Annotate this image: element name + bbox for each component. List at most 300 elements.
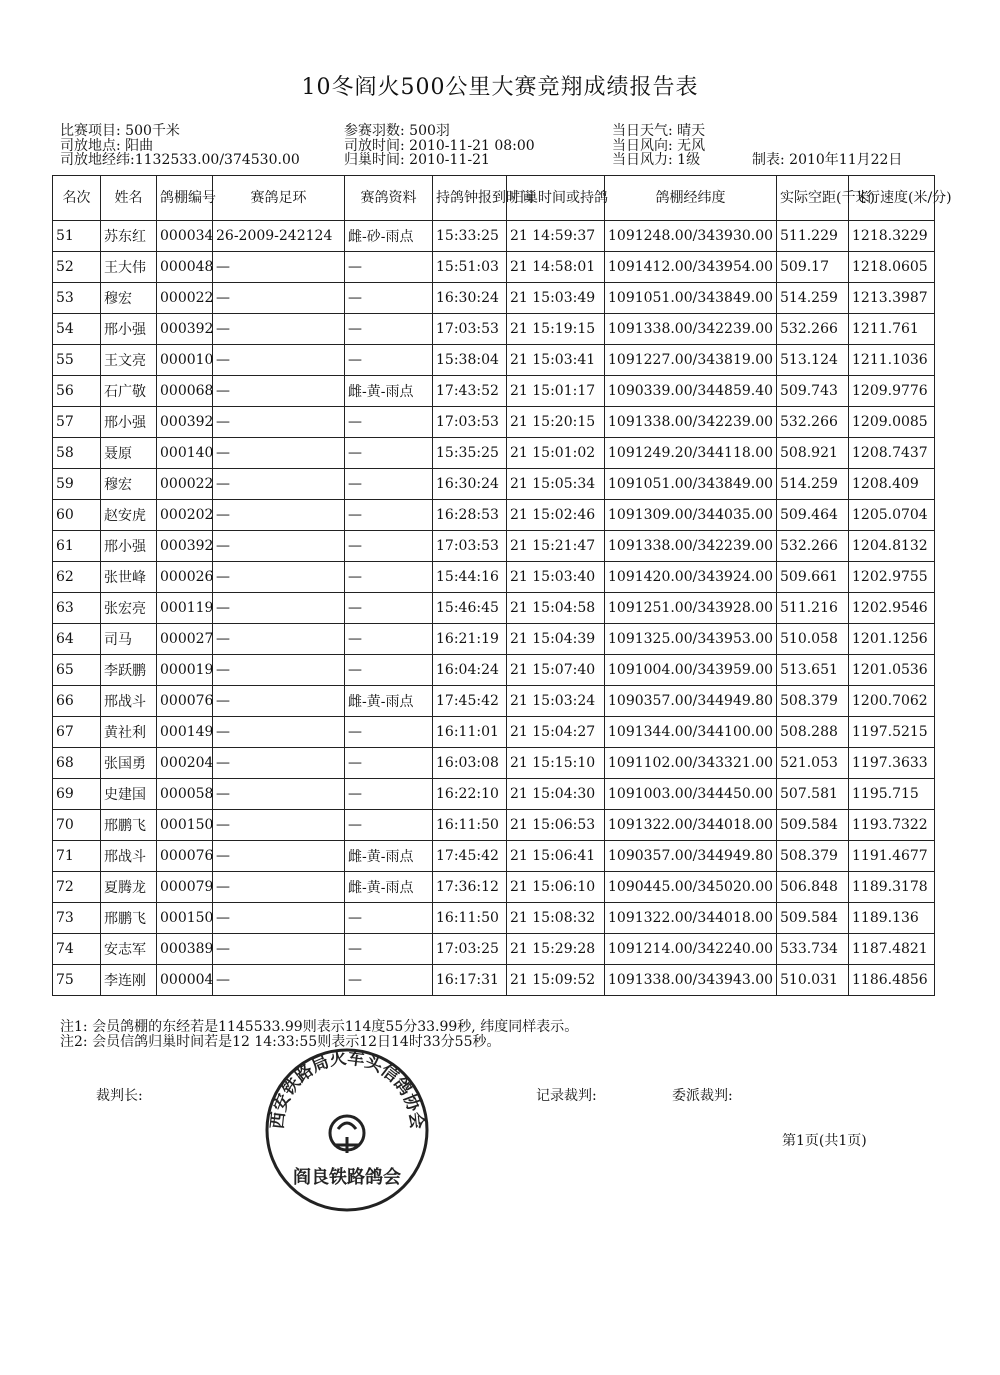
speed-cell: 1209.9776 <box>849 376 935 407</box>
speed-cell: 1197.3633 <box>849 748 935 779</box>
report-time-cell: 17:03:53 <box>433 407 507 438</box>
results-table <box>52 175 952 996</box>
speed-cell: 1204.8132 <box>849 531 935 562</box>
coords-cell: 1091344.00/344100.00 <box>605 717 777 748</box>
table-row <box>53 965 935 996</box>
speed-cell: 1202.9546 <box>849 593 935 624</box>
ring-cell: — <box>213 314 345 345</box>
report-time-cell: 16:21:19 <box>433 624 507 655</box>
distance-cell: 521.053 <box>777 748 849 779</box>
loft-cell: 000076 <box>157 841 213 872</box>
ring-cell: — <box>213 872 345 903</box>
speed-cell: 1189.3178 <box>849 872 935 903</box>
ring-cell: — <box>213 748 345 779</box>
name-cell: 王文亮 <box>101 345 157 376</box>
col-header-ring: 赛鸽足环 <box>213 176 345 221</box>
rank-cell: 74 <box>53 934 101 965</box>
table-row <box>53 221 935 252</box>
return-time-cell: 21 15:04:30 <box>507 779 605 810</box>
return-time-cell: 21 15:01:17 <box>507 376 605 407</box>
meta-birds-count: 参赛羽数: 500羽 <box>344 123 450 139</box>
name-cell: 邢鹏飞 <box>101 903 157 934</box>
table-row <box>53 686 935 717</box>
loft-cell: 000079 <box>157 872 213 903</box>
report-time-cell: 15:33:25 <box>433 221 507 252</box>
report-time-cell: 17:45:42 <box>433 686 507 717</box>
table-row <box>53 562 935 593</box>
speed-cell: 1218.3229 <box>849 221 935 252</box>
report-time-cell: 15:44:16 <box>433 562 507 593</box>
loft-cell: 000149 <box>157 717 213 748</box>
ring-cell: — <box>213 562 345 593</box>
page-number: 第1页(共1页) <box>782 1133 867 1149</box>
loft-cell: 000150 <box>157 810 213 841</box>
meta-weather: 当日天气: 晴天 <box>612 123 706 139</box>
name-cell: 史建国 <box>101 779 157 810</box>
report-title: 10冬阎火500公里大赛竞翔成绩报告表 <box>301 75 699 100</box>
table-row <box>53 872 935 903</box>
return-time-cell: 21 15:04:27 <box>507 717 605 748</box>
info-cell: — <box>345 593 433 624</box>
rank-cell: 62 <box>53 562 101 593</box>
name-cell: 石广敬 <box>101 376 157 407</box>
coords-cell: 1091249.20/344118.00 <box>605 438 777 469</box>
return-time-cell: 21 15:15:10 <box>507 748 605 779</box>
meta-release-time: 司放时间: 2010-11-21 08:00 <box>344 138 535 154</box>
coords-cell: 1091420.00/343924.00 <box>605 562 777 593</box>
report-time-cell: 16:11:50 <box>433 810 507 841</box>
name-cell: 穆宏 <box>101 283 157 314</box>
col-header-return: 归巢时间或持鸽 <box>507 176 605 221</box>
distance-cell: 510.031 <box>777 965 849 996</box>
rank-cell: 65 <box>53 655 101 686</box>
return-time-cell: 21 15:01:02 <box>507 438 605 469</box>
name-cell: 苏东红 <box>101 221 157 252</box>
rank-cell: 64 <box>53 624 101 655</box>
col-header-speed: 飞行速度(米/分) <box>849 176 935 221</box>
coords-cell: 1091412.00/343954.00 <box>605 252 777 283</box>
distance-cell: 509.743 <box>777 376 849 407</box>
ring-cell: — <box>213 717 345 748</box>
appointed-referee-label: 委派裁判: <box>672 1088 733 1104</box>
distance-cell: 506.848 <box>777 872 849 903</box>
ring-cell: — <box>213 841 345 872</box>
meta-release-coords: 司放地经纬:1132533.00/374530.00 <box>60 152 300 168</box>
distance-cell: 532.266 <box>777 314 849 345</box>
table-row <box>53 841 935 872</box>
return-time-cell: 21 15:06:10 <box>507 872 605 903</box>
return-time-cell: 21 15:29:28 <box>507 934 605 965</box>
return-time-cell: 21 15:06:53 <box>507 810 605 841</box>
table-header-row <box>53 176 935 221</box>
distance-cell: 514.259 <box>777 283 849 314</box>
return-time-cell: 21 15:08:32 <box>507 903 605 934</box>
rank-cell: 54 <box>53 314 101 345</box>
loft-cell: 000389 <box>157 934 213 965</box>
info-cell: — <box>345 810 433 841</box>
info-cell: — <box>345 717 433 748</box>
distance-cell: 508.288 <box>777 717 849 748</box>
info-cell: — <box>345 314 433 345</box>
ring-cell: — <box>213 252 345 283</box>
report-time-cell: 17:03:53 <box>433 314 507 345</box>
return-time-cell: 21 14:59:37 <box>507 221 605 252</box>
report-time-cell: 16:17:31 <box>433 965 507 996</box>
distance-cell: 511.229 <box>777 221 849 252</box>
table-row <box>53 655 935 686</box>
return-time-cell: 21 15:02:46 <box>507 500 605 531</box>
coords-cell: 1091322.00/344018.00 <box>605 903 777 934</box>
report-time-cell: 17:03:25 <box>433 934 507 965</box>
col-header-report: 持鸽钟报到时间 <box>433 176 507 221</box>
distance-cell: 509.17 <box>777 252 849 283</box>
col-header-distance: 实际空距(千米) <box>777 176 849 221</box>
distance-cell: 532.266 <box>777 407 849 438</box>
table-row <box>53 469 935 500</box>
distance-cell: 513.651 <box>777 655 849 686</box>
report-time-cell: 16:11:01 <box>433 717 507 748</box>
coords-cell: 1090357.00/344949.80 <box>605 686 777 717</box>
rank-cell: 58 <box>53 438 101 469</box>
rank-cell: 75 <box>53 965 101 996</box>
ring-cell: — <box>213 686 345 717</box>
name-cell: 黄社利 <box>101 717 157 748</box>
table-row <box>53 500 935 531</box>
coords-cell: 1091248.00/343930.00 <box>605 221 777 252</box>
meta-project: 比赛项目: 500千米 <box>60 123 180 139</box>
speed-cell: 1211.1036 <box>849 345 935 376</box>
ring-cell: 26-2009-242124 <box>213 221 345 252</box>
ring-cell: — <box>213 903 345 934</box>
name-cell: 邢小强 <box>101 531 157 562</box>
coords-cell: 1091322.00/344018.00 <box>605 810 777 841</box>
speed-cell: 1208.7437 <box>849 438 935 469</box>
loft-cell: 000140 <box>157 438 213 469</box>
info-cell: — <box>345 438 433 469</box>
speed-cell: 1211.761 <box>849 314 935 345</box>
return-time-cell: 21 15:03:41 <box>507 345 605 376</box>
info-cell: — <box>345 965 433 996</box>
meta-made-date: 制表: 2010年11月22日 <box>752 152 903 168</box>
report-time-cell: 15:46:45 <box>433 593 507 624</box>
distance-cell: 508.379 <box>777 841 849 872</box>
coords-cell: 1091338.00/343943.00 <box>605 965 777 996</box>
rank-cell: 73 <box>53 903 101 934</box>
distance-cell: 507.581 <box>777 779 849 810</box>
ring-cell: — <box>213 779 345 810</box>
return-time-cell: 21 15:06:41 <box>507 841 605 872</box>
distance-cell: 513.124 <box>777 345 849 376</box>
distance-cell: 511.216 <box>777 593 849 624</box>
name-cell: 李跃鹏 <box>101 655 157 686</box>
speed-cell: 1208.409 <box>849 469 935 500</box>
loft-cell: 000204 <box>157 748 213 779</box>
rank-cell: 71 <box>53 841 101 872</box>
info-cell: 雌-黄-雨点 <box>345 686 433 717</box>
loft-cell: 000048 <box>157 252 213 283</box>
rank-cell: 70 <box>53 810 101 841</box>
coords-cell: 1091338.00/342239.00 <box>605 314 777 345</box>
info-cell: — <box>345 252 433 283</box>
rank-cell: 72 <box>53 872 101 903</box>
return-time-cell: 21 15:04:39 <box>507 624 605 655</box>
speed-cell: 1195.715 <box>849 779 935 810</box>
loft-cell: 000119 <box>157 593 213 624</box>
seal-outer-text: 西安铁路局火车头信鸽协会 <box>267 1048 427 1131</box>
rank-cell: 63 <box>53 593 101 624</box>
speed-cell: 1189.136 <box>849 903 935 934</box>
ring-cell: — <box>213 376 345 407</box>
table-row <box>53 903 935 934</box>
info-cell: — <box>345 500 433 531</box>
name-cell: 李连刚 <box>101 965 157 996</box>
ring-cell: — <box>213 283 345 314</box>
ring-cell: — <box>213 655 345 686</box>
ring-cell: — <box>213 593 345 624</box>
loft-cell: 000019 <box>157 655 213 686</box>
speed-cell: 1197.5215 <box>849 717 935 748</box>
meta-release-place: 司放地点: 阳曲 <box>60 138 154 154</box>
name-cell: 邢小强 <box>101 407 157 438</box>
distance-cell: 508.921 <box>777 438 849 469</box>
rank-cell: 60 <box>53 500 101 531</box>
loft-cell: 000022 <box>157 283 213 314</box>
table-row <box>53 624 935 655</box>
table-row <box>53 345 935 376</box>
table-row <box>53 376 935 407</box>
distance-cell: 532.266 <box>777 531 849 562</box>
name-cell: 司马 <box>101 624 157 655</box>
report-time-cell: 17:03:53 <box>433 531 507 562</box>
loft-cell: 000150 <box>157 903 213 934</box>
table-row <box>53 314 935 345</box>
name-cell: 张世峰 <box>101 562 157 593</box>
coords-cell: 1090339.00/344859.40 <box>605 376 777 407</box>
coords-cell: 1091325.00/343953.00 <box>605 624 777 655</box>
ring-cell: — <box>213 438 345 469</box>
name-cell: 张宏亮 <box>101 593 157 624</box>
ring-cell: — <box>213 469 345 500</box>
return-time-cell: 21 15:07:40 <box>507 655 605 686</box>
report-time-cell: 15:51:03 <box>433 252 507 283</box>
speed-cell: 1218.0605 <box>849 252 935 283</box>
loft-cell: 000010 <box>157 345 213 376</box>
loft-cell: 000076 <box>157 686 213 717</box>
report-time-cell: 17:36:12 <box>433 872 507 903</box>
info-cell: — <box>345 624 433 655</box>
loft-cell: 000068 <box>157 376 213 407</box>
speed-cell: 1187.4821 <box>849 934 935 965</box>
info-cell: 雌-黄-雨点 <box>345 376 433 407</box>
info-cell: — <box>345 283 433 314</box>
info-cell: — <box>345 779 433 810</box>
name-cell: 邢鹏飞 <box>101 810 157 841</box>
return-time-cell: 21 15:09:52 <box>507 965 605 996</box>
info-cell: — <box>345 655 433 686</box>
table-row <box>53 934 935 965</box>
speed-cell: 1186.4856 <box>849 965 935 996</box>
report-time-cell: 16:03:08 <box>433 748 507 779</box>
association-seal <box>262 1045 432 1215</box>
table-row <box>53 810 935 841</box>
name-cell: 夏腾龙 <box>101 872 157 903</box>
name-cell: 张国勇 <box>101 748 157 779</box>
speed-cell: 1205.0704 <box>849 500 935 531</box>
loft-cell: 000034 <box>157 221 213 252</box>
table-row <box>53 748 935 779</box>
info-cell: 雌-黄-雨点 <box>345 872 433 903</box>
coords-cell: 1091051.00/343849.00 <box>605 283 777 314</box>
rank-cell: 57 <box>53 407 101 438</box>
name-cell: 王大伟 <box>101 252 157 283</box>
loft-cell: 000004 <box>157 965 213 996</box>
col-header-rank: 名次 <box>53 176 101 221</box>
col-header-coords: 鸽棚经纬度 <box>605 176 777 221</box>
loft-cell: 000392 <box>157 531 213 562</box>
coords-cell: 1091251.00/343928.00 <box>605 593 777 624</box>
coords-cell: 1091102.00/343321.00 <box>605 748 777 779</box>
rank-cell: 52 <box>53 252 101 283</box>
speed-cell: 1191.4677 <box>849 841 935 872</box>
recorder-referee-label: 记录裁判: <box>536 1088 597 1104</box>
speed-cell: 1213.3987 <box>849 283 935 314</box>
name-cell: 聂原 <box>101 438 157 469</box>
info-cell: 雌-砂-雨点 <box>345 221 433 252</box>
name-cell: 邢战斗 <box>101 841 157 872</box>
distance-cell: 508.379 <box>777 686 849 717</box>
ring-cell: — <box>213 965 345 996</box>
name-cell: 赵安虎 <box>101 500 157 531</box>
name-cell: 邢小强 <box>101 314 157 345</box>
report-time-cell: 15:38:04 <box>433 345 507 376</box>
speed-cell: 1201.0536 <box>849 655 935 686</box>
report-time-cell: 17:43:52 <box>433 376 507 407</box>
report-time-cell: 16:30:24 <box>433 469 507 500</box>
rank-cell: 55 <box>53 345 101 376</box>
info-cell: — <box>345 562 433 593</box>
chief-referee-label: 裁判长: <box>96 1088 143 1104</box>
rank-cell: 53 <box>53 283 101 314</box>
rank-cell: 56 <box>53 376 101 407</box>
coords-cell: 1091214.00/342240.00 <box>605 934 777 965</box>
table-row <box>53 531 935 562</box>
coords-cell: 1091338.00/342239.00 <box>605 531 777 562</box>
loft-cell: 000202 <box>157 500 213 531</box>
loft-cell: 000027 <box>157 624 213 655</box>
loft-cell: 000022 <box>157 469 213 500</box>
ring-cell: — <box>213 345 345 376</box>
report-time-cell: 16:22:10 <box>433 779 507 810</box>
ring-cell: — <box>213 531 345 562</box>
note-1: 注1: 会员鸽棚的东经若是1145533.99则表示114度55分33.99秒, 纬度同样表示。 <box>60 1019 579 1035</box>
speed-cell: 1201.1256 <box>849 624 935 655</box>
report-time-cell: 16:28:53 <box>433 500 507 531</box>
distance-cell: 509.661 <box>777 562 849 593</box>
return-time-cell: 21 15:03:49 <box>507 283 605 314</box>
coords-cell: 1091227.00/343819.00 <box>605 345 777 376</box>
table-row <box>53 717 935 748</box>
loft-cell: 000026 <box>157 562 213 593</box>
distance-cell: 533.734 <box>777 934 849 965</box>
report-time-cell: 16:11:50 <box>433 903 507 934</box>
coords-cell: 1090445.00/345020.00 <box>605 872 777 903</box>
meta-wind-direction: 当日风向: 无风 <box>612 138 706 154</box>
info-cell: — <box>345 345 433 376</box>
return-time-cell: 21 15:20:15 <box>507 407 605 438</box>
rank-cell: 67 <box>53 717 101 748</box>
rank-cell: 59 <box>53 469 101 500</box>
table-body <box>53 221 935 996</box>
info-cell: — <box>345 934 433 965</box>
coords-cell: 1091338.00/342239.00 <box>605 407 777 438</box>
table-row <box>53 438 935 469</box>
return-time-cell: 21 14:58:01 <box>507 252 605 283</box>
coords-cell: 1091051.00/343849.00 <box>605 469 777 500</box>
name-cell: 穆宏 <box>101 469 157 500</box>
report-time-cell: 17:45:42 <box>433 841 507 872</box>
return-time-cell: 21 15:03:24 <box>507 686 605 717</box>
speed-cell: 1200.7062 <box>849 686 935 717</box>
return-time-cell: 21 15:03:40 <box>507 562 605 593</box>
loft-cell: 000392 <box>157 407 213 438</box>
meta-return-time: 归巢时间: 2010-11-21 <box>344 152 490 168</box>
coords-cell: 1091003.00/344450.00 <box>605 779 777 810</box>
seal-inner-text: 阎良铁路鸽会 <box>293 1167 401 1188</box>
distance-cell: 509.584 <box>777 810 849 841</box>
coords-cell: 1091004.00/343959.00 <box>605 655 777 686</box>
col-header-loft: 鸽棚编号 <box>157 176 213 221</box>
report-time-cell: 15:35:25 <box>433 438 507 469</box>
ring-cell: — <box>213 407 345 438</box>
rank-cell: 61 <box>53 531 101 562</box>
name-cell: 邢战斗 <box>101 686 157 717</box>
distance-cell: 514.259 <box>777 469 849 500</box>
note-2: 注2: 会员信鸽归巢时间若是12 14:33:55则表示12日14时33分55秒。 <box>60 1034 501 1050</box>
coords-cell: 1090357.00/344949.80 <box>605 841 777 872</box>
coords-cell: 1091309.00/344035.00 <box>605 500 777 531</box>
distance-cell: 510.058 <box>777 624 849 655</box>
table-row <box>53 407 935 438</box>
info-cell: — <box>345 903 433 934</box>
table-row <box>53 283 935 314</box>
report-time-cell: 16:30:24 <box>433 283 507 314</box>
name-cell: 安志军 <box>101 934 157 965</box>
info-cell: — <box>345 469 433 500</box>
speed-cell: 1202.9755 <box>849 562 935 593</box>
distance-cell: 509.464 <box>777 500 849 531</box>
speed-cell: 1193.7322 <box>849 810 935 841</box>
speed-cell: 1209.0085 <box>849 407 935 438</box>
rank-cell: 69 <box>53 779 101 810</box>
distance-cell: 509.584 <box>777 903 849 934</box>
rank-cell: 66 <box>53 686 101 717</box>
return-time-cell: 21 15:05:34 <box>507 469 605 500</box>
info-cell: — <box>345 748 433 779</box>
ring-cell: — <box>213 624 345 655</box>
meta-wind-force: 当日风力: 1级 <box>612 152 701 168</box>
rank-cell: 68 <box>53 748 101 779</box>
ring-cell: — <box>213 500 345 531</box>
ring-cell: — <box>213 934 345 965</box>
table-row <box>53 593 935 624</box>
return-time-cell: 21 15:19:15 <box>507 314 605 345</box>
railway-logo-icon <box>330 1116 364 1153</box>
col-header-info: 赛鸽资料 <box>345 176 433 221</box>
info-cell: — <box>345 531 433 562</box>
table-row <box>53 779 935 810</box>
rank-cell: 51 <box>53 221 101 252</box>
loft-cell: 000058 <box>157 779 213 810</box>
